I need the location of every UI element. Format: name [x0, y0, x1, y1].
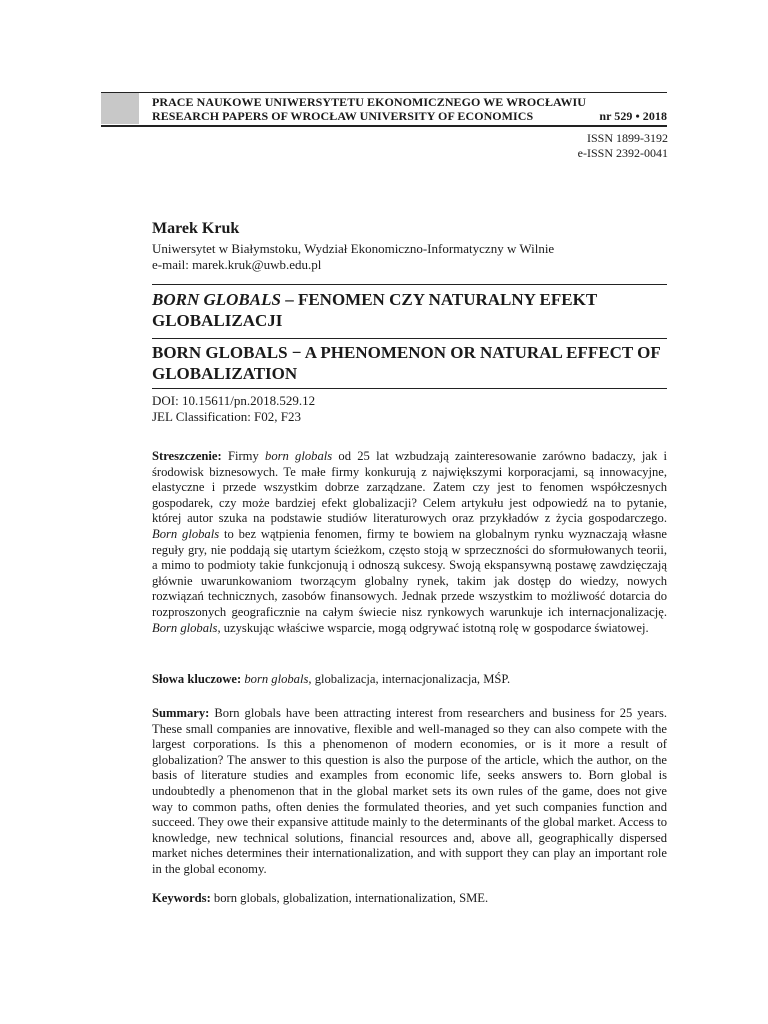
journal-title-en: RESEARCH PAPERS OF WROCŁAW UNIVERSITY OF ECONOMICS	[152, 109, 534, 123]
journal-title-en-row	[152, 109, 667, 124]
title-polish	[152, 289, 667, 331]
doi: DOI: 10.15611/pn.2018.529.12	[152, 393, 316, 408]
keywords-english	[152, 891, 667, 907]
abstract-english-text: Born globals have been attracting interest from researchers and business for 25 years. These small companies are innovative, flexible and well-managed so they can also compete with the largest corporations. Is this a phenomenon of modern economies, or is it more a result of globalization? The answer to this question is also the purpose of the article, which the author, on the basis of literature studies and examples from economic life, seeks answers to. Born global is undoubtedly a phenomenon that in the global market sets its own rules of the game, does not give way to common paths, often denies the formulated theories, and yet such companies function and succeed. They owe their expansive attitude mainly to the determinants of the global market. Access to knowledge, new technical solutions, financial resources and, above all, geographically dispersed market niches determines their internationalization, and with support they can play an important role in the global economy.	[152, 706, 667, 876]
title-rule-top	[152, 284, 667, 285]
keywords-polish-text: , globalizacja, internacjonalizacja, MŚP.	[308, 672, 511, 686]
keywords-english-label: Keywords:	[152, 891, 211, 905]
title-rule-bottom	[152, 388, 667, 389]
e-issn: e-ISSN 2392-0041	[577, 146, 668, 160]
abstract-polish-text-2: od 25 lat wzbudzają zainteresowanie zarówno badaczy, jak i środowisk biznesowych. Te małe firmy konkurują z największymi korporacjami, są innowacyjne, elastyczne i przede wszystkim dobrze zarządzane. Zatem czy jest to fenomen współczesnych gospodarek, czy może bardziej efekt globalizacji? Celem artykułu jest odpowiedź na to pytanie, której autor szuka na podstawie studiów literaturowych oraz przykładów z życia gospodarczego.	[152, 449, 667, 526]
issn: ISSN 1899-3192	[586, 131, 668, 145]
title-polish-rest: – FENOMEN CZY NATURALNY EFEKT GLOBALIZACJI	[152, 290, 597, 330]
abstract-polish-italic-1: born globals	[265, 449, 333, 463]
abstract-polish-label: Streszczenie:	[152, 449, 222, 463]
journal-title-pl: PRACE NAUKOWE UNIWERSYTETU EKONOMICZNEGO WE WROCŁAWIU	[152, 95, 586, 109]
header-top-rule	[101, 92, 667, 93]
keywords-english-text: born globals, globalization, internationalization, SME.	[210, 891, 489, 905]
abstract-polish-text-1: Firmy	[221, 449, 266, 463]
title-english: BORN GLOBALS − A PHENOMENON OR NATURAL EFFECT OF GLOBALIZATION	[152, 343, 661, 383]
abstract-polish-italic-2: Born globals	[152, 526, 220, 541]
jel-classification: JEL Classification: F02, F23	[152, 409, 302, 424]
abstract-polish-text-3: to bez wątpienia fenomen, firmy te bowiem na globalnym rynku wyznaczają własne reguły gry, nie poddają się utartym ścieżkom, często stoją w sprzeczności do sformułowanych teorii, a mimo to podmioty takie funkcjonują i odnoszą sukcesy. Swoją ekspansywną postawę zawdzięczają głównie uwarunkowaniom tworzącym globalny rynek, takim jak dostęp do wiedzy, nowych rozwiązań technicznych, zasobów finansowych. Jednak przede wszystkim to możliwość dotarcia do rozproszonych geograficznie na całym świecie nisz rynkowych warunkuje ich internacjonalizację.	[152, 526, 667, 619]
header-bottom-rule	[101, 125, 667, 127]
header-gray-box	[101, 93, 139, 124]
journal-issue: nr 529 • 2018	[599, 109, 667, 123]
author-name: Marek Kruk	[152, 220, 240, 237]
keywords-polish-italic: born globals	[241, 672, 309, 686]
author-email: e-mail: marek.kruk@uwb.edu.pl	[152, 257, 322, 272]
abstract-polish	[152, 449, 667, 636]
abstract-polish-text-4: , uzyskując właściwe wsparcie, mogą odgrywać istotną rolę w gospodarce światowej.	[217, 620, 649, 635]
title-rule-middle	[152, 338, 667, 339]
author-affiliation: Uniwersytet w Białymstoku, Wydział Ekonomiczno-Informatyczny w Wilnie	[152, 241, 555, 256]
title-polish-italic: BORN GLOBALS	[152, 290, 281, 309]
keywords-polish	[152, 672, 667, 688]
keywords-polish-label: Słowa kluczowe:	[152, 672, 242, 686]
abstract-polish-italic-3: Born globals	[152, 620, 218, 635]
abstract-english-label: Summary:	[152, 706, 210, 720]
abstract-english	[152, 706, 667, 878]
